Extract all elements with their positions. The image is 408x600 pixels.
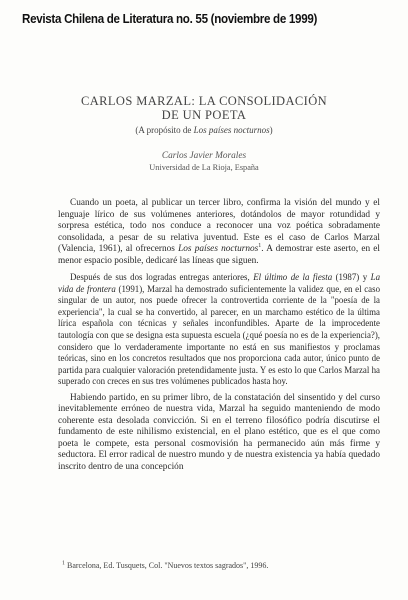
footnote-text: Barcelona, Ed. Tusquets, Col. "Nuevos textos sagrados", 1996. [65, 561, 269, 570]
footnote-mark: 1 [62, 560, 65, 567]
p2-book-title-1: El último de la fiesta [253, 272, 333, 283]
article-title-line-1: CARLOS MARZAL: LA CONSOLIDACIÓN [80, 94, 328, 108]
p1-book-title: Los países nocturnos [178, 244, 259, 255]
author-affiliation: Universidad de La Rioja, España [149, 163, 259, 172]
subtitle-book-title: Los países nocturnos [193, 125, 270, 135]
footnote-ref: 1 [258, 243, 262, 250]
journal-header: Revista Chilena de Literatura no. 55 (noviembre de 1999) [22, 12, 318, 27]
subtitle-suffix: ) [269, 125, 273, 135]
p1-text-a: Cuando un poeta, al publicar un tercer libro, confirma la visión del mundo y el lenguaje lírico de sus volúmenes anteriores, dotándolos de mayor rotundidad y sorpresa estética, todo nos conduce a reconocer una voz poética sobradamente consolidada, a pesar de su relativa juventud. Este es el caso de Carlos Marzal (Valencia, 1961), al ofrecernos [58, 198, 380, 255]
paragraph-3: Habiendo partido, en su primer libro, de la constatación del sinsentido y del curso inevitablemente erróneo de nuestra vida, Marzal ha seguido manteniendo de modo coherente esta desolada convicción. Si en el terreno filosófico podría discutirse el fundamento de este nihilismo existencial, en el plano estético, que es el que como poeta le compete, esta personal cosmovisión ha permanecido aún más firme y seductora. El error radical de nuestro mundo y de nuestra existencia ya había quedado inscrito dentro de una concepción [58, 392, 380, 473]
article-subtitle [0, 125, 408, 135]
article-title-line-2: DE UN POETA [161, 108, 247, 122]
p2-text-b: (1987) y [332, 272, 371, 283]
p2-text-c: (1991), Marzal ha demostrado suficientemente la validez que, en el caso singular de un autor, nos puede ofrecer la controvertida corriente de la "poesía de la experiencia", la cual se ha convertido, al parecer, en un marchamo estético de la última lírica española con técnicas y señales inconfundibles. Aparte de la improcedente tautología con que se designa esta supuesta escuela (¿qué poesía no es de la experiencia?), considero que lo verdaderamente importante no está en sus manifiestos y proclamas teóricas, sino en los concretos resultados que nos proporciona cada autor, único punto de partida para cualquier valoración pretendidamente justa. Y es esto lo que Carlos Marzal ha superado con creces en sus tres volúmenes publicados hasta hoy. [58, 283, 381, 387]
subtitle-prefix: (A propósito de [135, 125, 194, 135]
p2-book-title-2: La vida de frontera [58, 272, 381, 294]
article-body [58, 198, 380, 479]
p1-text-b: . A demostrar este aserto, en el menor espacio posible, dedicaré las líneas que siguen. [58, 244, 380, 266]
paragraph-2 [58, 272, 380, 387]
p2-text-a: Después de sus dos logradas entregas anteriores, [70, 272, 254, 283]
paragraph-1 [58, 198, 380, 267]
author-name: Carlos Javier Morales [161, 151, 247, 161]
footnote [62, 561, 382, 570]
